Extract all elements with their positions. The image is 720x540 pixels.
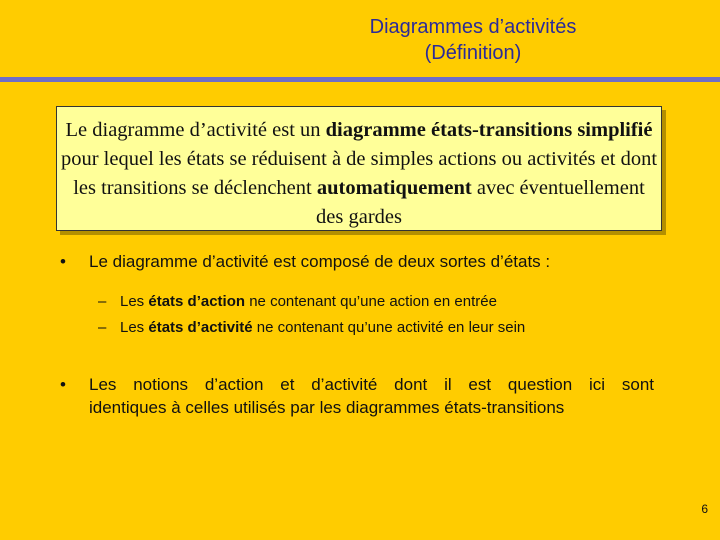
bullet-icon: • [60, 375, 66, 394]
page-number: 6 [701, 502, 708, 516]
definition-bold-term: diagramme états-transitions [325, 119, 573, 141]
slide-title [300, 14, 646, 66]
definition-text: avec éventuellement des gardes [316, 177, 645, 228]
slide-title-line2: (Définition) [424, 42, 522, 64]
bullet-text-line2: identiques à celles utilisés par les diagrammes états-transitions [89, 398, 565, 417]
dash-icon: – [98, 319, 107, 336]
sub-bullet-term: états d’action [148, 293, 246, 310]
bullet-text [89, 373, 654, 419]
definition-text: Le diagramme d’activité est un [65, 119, 326, 141]
sub-bullet-prefix: Les [120, 293, 149, 310]
title-divider [0, 77, 720, 82]
sub-bullet-text [120, 318, 525, 338]
dash-icon: – [98, 293, 107, 310]
bullet-text-line1: Les notions d’action et d’activité dont il est question ici sont [89, 375, 654, 394]
sub-bullet-suffix: ne contenant qu’une action en entrée [245, 293, 497, 310]
slide-title-line1: Diagrammes d’activités [369, 16, 577, 38]
bullet-text: Le diagramme d’activité est composé de deux sortes d’états : [89, 252, 551, 271]
sub-bullet-suffix: ne contenant qu’une activité en leur sein [252, 319, 526, 336]
definition-box [56, 106, 662, 231]
definition-bold-term: simplifié [577, 119, 653, 141]
sub-bullet-prefix: Les [120, 319, 149, 336]
definition-text: pour lequel les états se réduisent à de simples actions ou activités et dont les transitions se déclenchent [60, 148, 658, 199]
definition-bold-term: automatiquement [316, 177, 472, 199]
sub-bullet-term: états d’activité [148, 319, 253, 336]
bullet-icon: • [60, 252, 66, 271]
sub-bullet-text [120, 292, 497, 312]
